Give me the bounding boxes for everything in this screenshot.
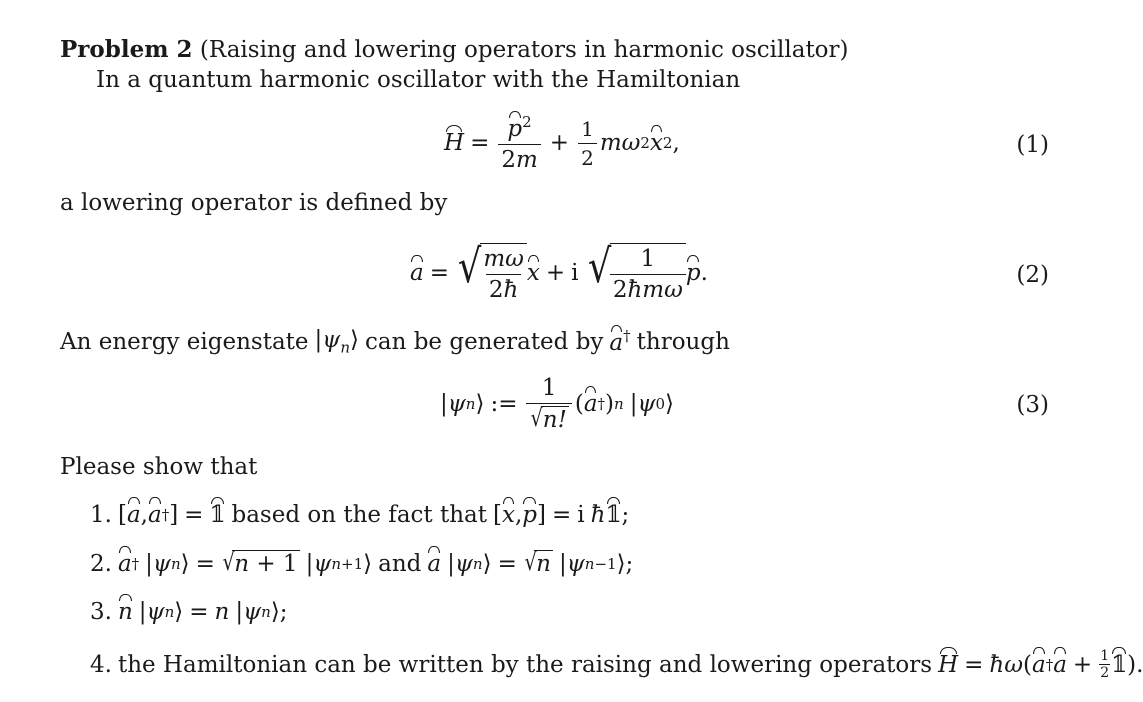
list-item-2-number: 2.	[90, 550, 112, 577]
list-item-3-number: 3.	[90, 599, 112, 625]
list-item-4-number: 4.	[90, 651, 112, 678]
equation-lowering-operator: a = √ $\frac{m\omega}{2ħ}$ x + i √ $\frac{1}{\text{2ħmω}}$ p .	[410, 239, 708, 303]
list-item-4-text: the Hamiltonian can be written by the raising and lowering operators	[117, 651, 933, 678]
equation-number-3: (3)	[1016, 392, 1049, 418]
list-item-1-text: based on the fact that	[231, 502, 487, 528]
text-eigenstate: An energy eigenstate $|\psi_n⟩$ can be generated by a† through	[60, 327, 730, 357]
list-item-4: 4. the Hamiltonian can be written by the raising and lowering operators H = ħω ( a † a + $\frac{1}{2}$ 𝟙 ).	[90, 648, 1143, 681]
equation-number-1: (1)	[1016, 132, 1049, 158]
text-eigen-mid: can be generated by	[364, 328, 604, 355]
equation-number-2: (2)	[1016, 262, 1049, 288]
problem-intro: In a quantum harmonic oscillator with the Hamiltonian	[96, 67, 741, 93]
list-item-3: 3. n | ψ n ⟩ = n | ψ n ⟩;	[90, 599, 288, 625]
text-eigen-prefix: An energy eigenstate	[60, 328, 309, 355]
list-item-2: 2. a † | ψ n ⟩ = √ n + 1 | ψ n+1 ⟩ and a | ψ n ⟩ = √ n | ψ n−1 ⟩;	[90, 548, 634, 577]
list-item-2-text: and	[378, 550, 422, 577]
problem-label: Problem 2	[60, 36, 193, 63]
problem-heading	[60, 36, 849, 63]
equation-hamiltonian: H = $\frac{p^2}{2m}$ + $\frac{1}{2}$ mω 2 x 2 ,	[444, 113, 680, 173]
text-eigen-suffix: through	[636, 328, 730, 355]
list-item-1-number: 1.	[90, 502, 112, 528]
problem-title: (Raising and lowering operators in harmonic oscillator)	[199, 37, 849, 63]
list-item-1: 1. [ a , a † ] = 𝟙 based on the fact that [ x , p ] = i ħ 𝟙 ;	[90, 502, 630, 528]
text-lowering-operator: a lowering operator is defined by	[60, 190, 448, 216]
text-please-show: Please show that	[60, 454, 258, 480]
equation-eigenstate: | ψ n ⟩ := 1 √ n! ( a † ) n | ψ 0 ⟩	[440, 374, 675, 434]
